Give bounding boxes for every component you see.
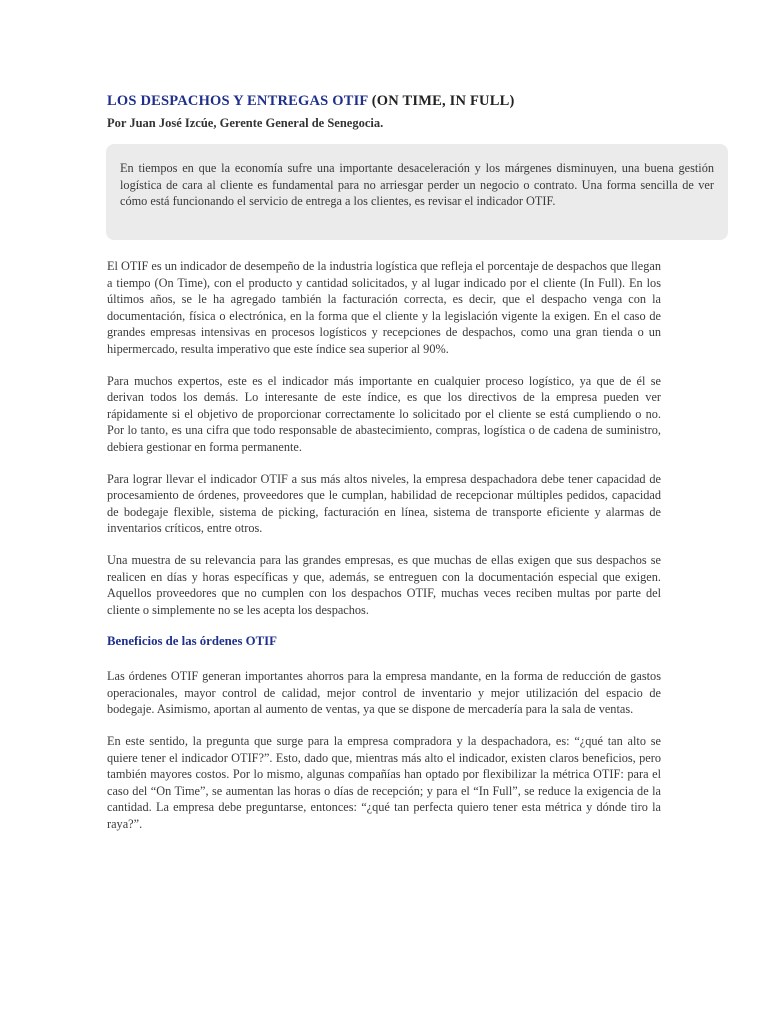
body-paragraph: Las órdenes OTIF generan importantes ahorros para la empresa mandante, en la forma de reducción de gastos operacionales, mayor control de calidad, mejor control de inventario y mejor utilización del espacio de bodegaje. Asimismo, aportan al aumento de ventas, ya que se dispone de mercadería para la sala de ventas. [107,669,661,717]
article-title [107,92,661,110]
intro-callout-text: En tiempos en que la economía sufre una importante desaceleración y los márgenes disminuyen, una buena gestión logística de cara al cliente es fundamental para no arriesgar perder un negocio o contrato. Una forma sencilla de ver cómo está funcionando el servicio de entrega a los clientes, es revisar el indicador OTIF. [120,161,714,208]
body-paragraph: En este sentido, la pregunta que surge para la empresa compradora y la despachadora, es: “¿qué tan alto se quiere tener el indicador OTIF?”. Esto, dado que, mientras más alto el indicador, existen claros beneficios, pero también mayores costos. Por lo mismo, algunas compañías han optado por flexibilizar la métrica OTIF: para el caso del “On Time”, se aumentan las horas o días de recepción; y para el “In Full”, se reduce la exigencia de la cantidad. La empresa debe preguntarse, entonces: “¿qué tan perfecta quiero tener esta métrica y dónde tiro la raya?”. [107,734,661,832]
section-heading-benefits: Beneficios de las órdenes OTIF [107,634,277,649]
intro-callout-box [106,144,728,240]
body-paragraph: Una muestra de su relevancia para las grandes empresas, es que muchas de ellas exigen que sus despachos se realicen en días y horas específicas y que, además, se entreguen con la documentación especial que exigen. Aquellos proveedores que no cumplen con los despachos OTIF, muchas veces reciben multas por parte del cliente o simplemente no se les acepta los despachos. [107,552,661,617]
body-paragraph: Para muchos expertos, este es el indicador más importante en cualquier proceso logístico, ya que de él se derivan todos los demás. Lo interesante de este índice, es que los directivos de la empresa pueden ver rápidamente si el objetivo de proporcionar correctamente lo solicitado por el cliente se está cumpliendo o no. Por lo tanto, es una cifra que todo responsable de abastecimiento, compras, logística o de cadena de suministro, debiera gestionar en forma permanente. [107,373,661,454]
article-title-subtitle: (ON TIME, IN FULL) [367,93,515,109]
article-body [107,258,661,848]
document-page [107,92,714,832]
article-title-main: LOS DESPACHOS Y ENTREGAS OTIF [107,93,368,109]
body-paragraph: El OTIF es un indicador de desempeño de la industria logística que refleja el porcentaje de despachos que llegan a tiempo (On Time), con el producto y cantidad solicitados, y al lugar indicado por el cliente (In Full). En los últimos años, se le ha agregado también la facturación correcta, es decir, que el despacho venga con la documentación, física o electrónica, en la forma que el cliente y la legislación vigente la exigen. En el caso de grandes empresas intensivas en procesos logísticos y recepciones de despachos, como una gran tienda o un hipermercado, resulta imperativo que este índice sea superior al 90%. [107,259,661,356]
author-byline: Por Juan José Izcúe, Gerente General de Senegocia. [107,116,384,130]
body-paragraph: Para lograr llevar el indicador OTIF a sus más altos niveles, la empresa despachadora debe tener capacidad de procesamiento de órdenes, proveedores que le cumplan, habilidad de recepcionar múltiples pedidos, capacidad de bodegaje flexible, sistema de picking, facturación en línea, sistema de transporte eficiente y alarmas de inventarios críticos, entre otros. [107,471,661,536]
